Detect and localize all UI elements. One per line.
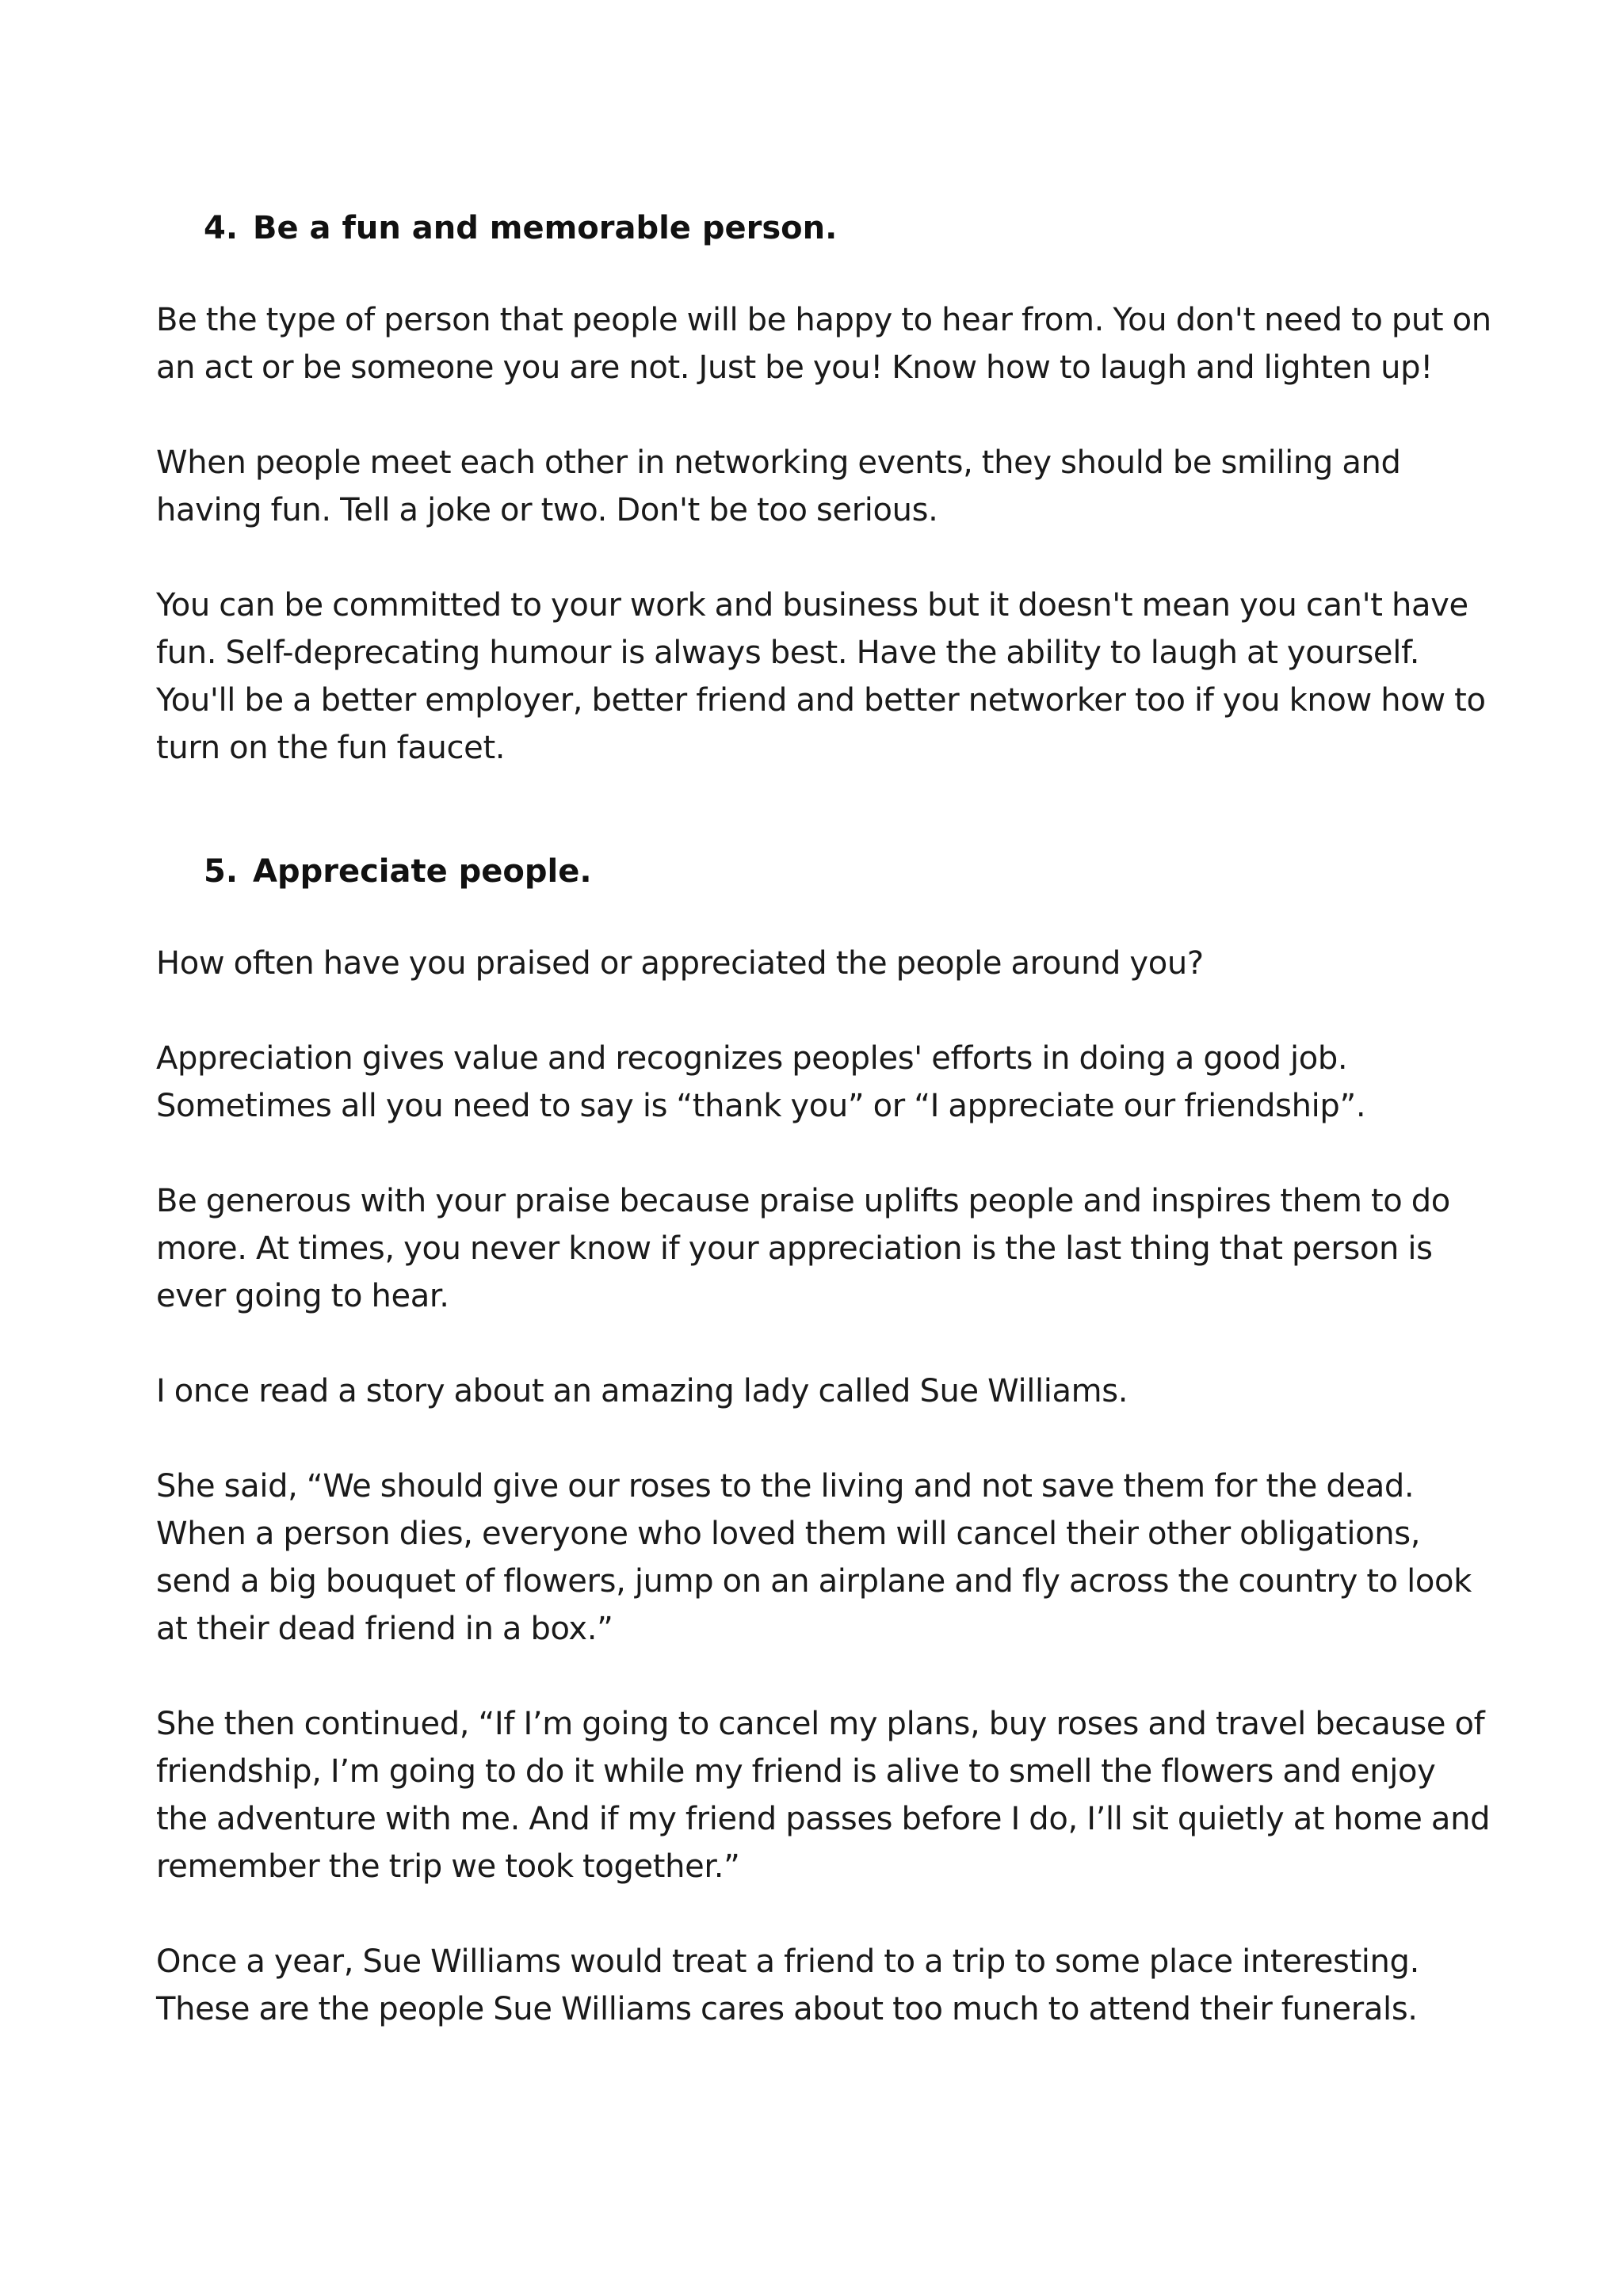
section-appreciate-people xyxy=(156,848,1495,2033)
section-number: 5. xyxy=(204,853,239,890)
paragraph: She then continued, “If I’m going to cancel my plans, buy roses and travel because of friendship, I’m going to do it while my friend is alive to smell the flowers and enjoy the adventure with me. And if my friend passes before I do, I’ll sit quietly at home and remember the trip we took together.” xyxy=(156,1706,1491,1885)
paragraph: How often have you praised or appreciated the people around you? xyxy=(156,945,1204,982)
paragraph: She said, “We should give our roses to the living and not save them for the dead. When a person dies, everyone who loved them will cancel their other obligations, send a big bouquet of flowers, jump on an airplane and fly across the country to look at their dead friend in a box.” xyxy=(156,1468,1472,1647)
paragraph: You can be committed to your work and business but it doesn't mean you can't have fun. Self-deprecating humour is always best. Have the ability to laugh at yourself. You'll be a better employer, better friend and better networker too if you know how to turn on the fun faucet. xyxy=(156,587,1486,766)
section-number: 4. xyxy=(204,210,239,246)
paragraph: I once read a story about an amazing lady called Sue Williams. xyxy=(156,1373,1128,1409)
paragraph: Appreciation gives value and recognizes peoples' efforts in doing a good job. Sometimes all you need to say is “thank you” or “I appreciate our friendship”. xyxy=(156,1040,1366,1124)
paragraph: Be generous with your praise because praise uplifts people and inspires them to do more. At times, you never know if your appreciation is the last thing that person is ever going to hear. xyxy=(156,1183,1450,1314)
section-title: Be a fun and memorable person. xyxy=(253,210,838,246)
section-fun-memorable xyxy=(156,204,1495,772)
section-title: Appreciate people. xyxy=(253,853,592,890)
document-body xyxy=(156,204,1495,2109)
section-heading xyxy=(204,848,1495,895)
section-heading xyxy=(204,204,1495,252)
paragraph: Once a year, Sue Williams would treat a friend to a trip to some place interesting. These are the people Sue Williams cares about too much to attend their funerals. xyxy=(156,1943,1419,2027)
paragraph: When people meet each other in networking events, they should be smiling and having fun. Tell a joke or two. Don't be too serious. xyxy=(156,444,1401,528)
paragraph: Be the type of person that people will be happy to hear from. You don't need to put on an act or be someone you are not. Just be you! Know how to laugh and lighten up! xyxy=(156,302,1491,386)
